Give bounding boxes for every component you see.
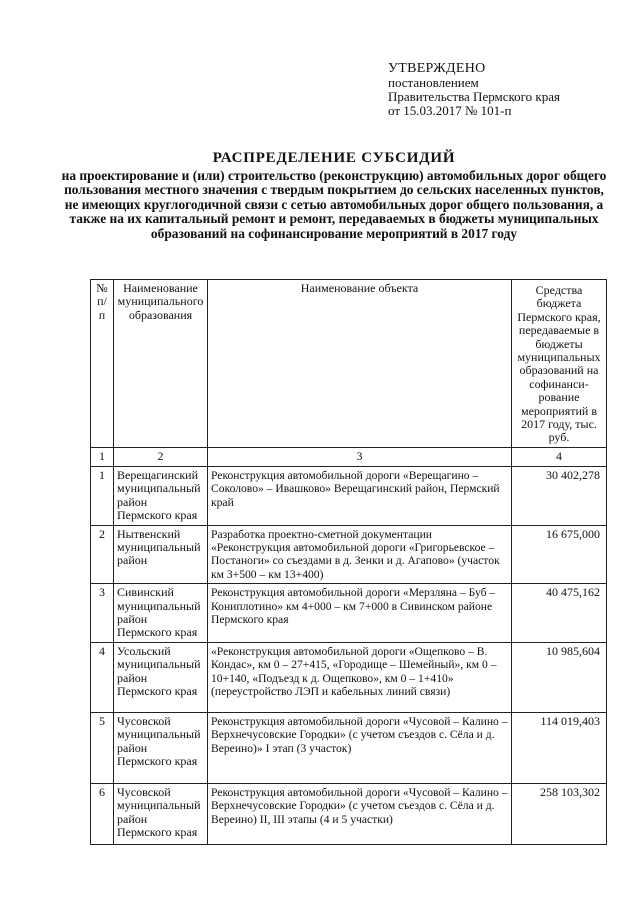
table-row: [91, 712, 607, 783]
row-municipality: Усольский муниципальный район Пермского края: [114, 642, 208, 712]
row-municipality: Сивинский муниципальный район Пермского края: [114, 584, 208, 643]
row-object: Реконструкция автомобильной дороги «Чусовой – Калино – Верхнечусовские Городки» (с учетом съездов с. Сёла и д. Вереино)» I этап (3 участок): [208, 712, 512, 783]
row-municipality: Верещагинский муниципальный район Пермского края: [114, 466, 208, 525]
row-num: 2: [91, 525, 114, 584]
approval-stamp: [388, 62, 628, 118]
row-num: 1: [91, 466, 114, 525]
row-object: Реконструкция автомобильной дороги «Мерзляна – Буб – Кониплотино» км 4+000 – км 7+000 в Сивинском районе Пермского края: [208, 584, 512, 643]
table-row: [91, 642, 607, 712]
row-municipality: Чусовской муниципальный район Пермского края: [114, 712, 208, 783]
title-subtitle: на проектирование и (или) строительство (реконструкцию) автомобильных дорог общего пользования местного значения с твердым покрытием до сельских населенных пунктов, не имеющих круглогодичной связи с сетью автомобильных дорог общего пользования, а также на их капитальный ремонт и ремонт, передаваемых в бюджеты муниципальных образований на софинансирование мероприятий в 2017 году: [61, 168, 607, 241]
row-amount: 114 019,403: [512, 712, 607, 783]
row-amount: 10 985,604: [512, 642, 607, 712]
row-municipality: Нытвенский муниципальный район: [114, 525, 208, 584]
approval-line-1: постановлением: [388, 75, 479, 90]
table-row: [91, 466, 607, 525]
approval-heading: УТВЕРЖДЕНО: [388, 61, 486, 76]
column-number: 4: [512, 447, 607, 466]
row-amount: 30 402,278: [512, 466, 607, 525]
row-object: Реконструкция автомобильной дороги «Чусовой – Калино – Верхнечусовские Городки» (с учетом съездов с. Сёла и д. Вереино) II, III этапы (4 и 5 участки): [208, 783, 512, 844]
title-main: РАСПРЕДЕЛЕНИЕ СУБСИДИЙ: [212, 150, 456, 166]
row-object: Разработка проектно-сметной документации «Реконструкция автомобильной дороги «Григорьевское – Постаноги» со съездами в д. Зенки и д. Агапово» (участок км 3+500 – км 13+400): [208, 525, 512, 584]
row-num: 5: [91, 712, 114, 783]
row-amount: 258 103,302: [512, 783, 607, 844]
column-number: 1: [91, 447, 114, 466]
table-row: [91, 525, 607, 584]
row-num: 3: [91, 584, 114, 643]
approval-line-2: Правительства Пермского края: [388, 89, 560, 104]
row-amount: 16 675,000: [512, 525, 607, 584]
subsidy-table: [90, 279, 607, 845]
row-amount: 40 475,162: [512, 584, 607, 643]
row-num: 4: [91, 642, 114, 712]
row-object: Реконструкция автомобильной дороги «Верещагино – Соколово» – Ивашково» Верещагинский район, Пермский край: [208, 466, 512, 525]
row-municipality: Чусовской муниципальный район Пермского края: [114, 783, 208, 844]
table-header-row: [91, 280, 607, 448]
header-municipality: Наименование муниципального образования: [114, 280, 208, 448]
table-row: [91, 783, 607, 844]
row-num: 6: [91, 783, 114, 844]
row-object: «Реконструкция автомобильной дороги «Ощепково – В. Кондас», км 0 – 27+415, «Городище – Шемейный», км 0 – 10+140, «Подъезд к д. Ощепково», км 0 – 1+410» (переустройство ЛЭП и кабельных линий связи): [208, 642, 512, 712]
header-num: № п/п: [91, 280, 114, 448]
header-object: Наименование объекта: [208, 280, 512, 448]
column-number-row: [91, 447, 607, 466]
table-row: [91, 584, 607, 643]
approval-line-3: от 15.03.2017 № 101-п: [388, 103, 512, 118]
header-funds: Средства бюджета Пермского края, передаваемые в бюджеты муниципальных образований на софинанси-рование мероприятий в 2017 году, тыс. руб.: [512, 280, 607, 448]
document-title: [60, 150, 608, 241]
column-number: 3: [208, 447, 512, 466]
column-number: 2: [114, 447, 208, 466]
